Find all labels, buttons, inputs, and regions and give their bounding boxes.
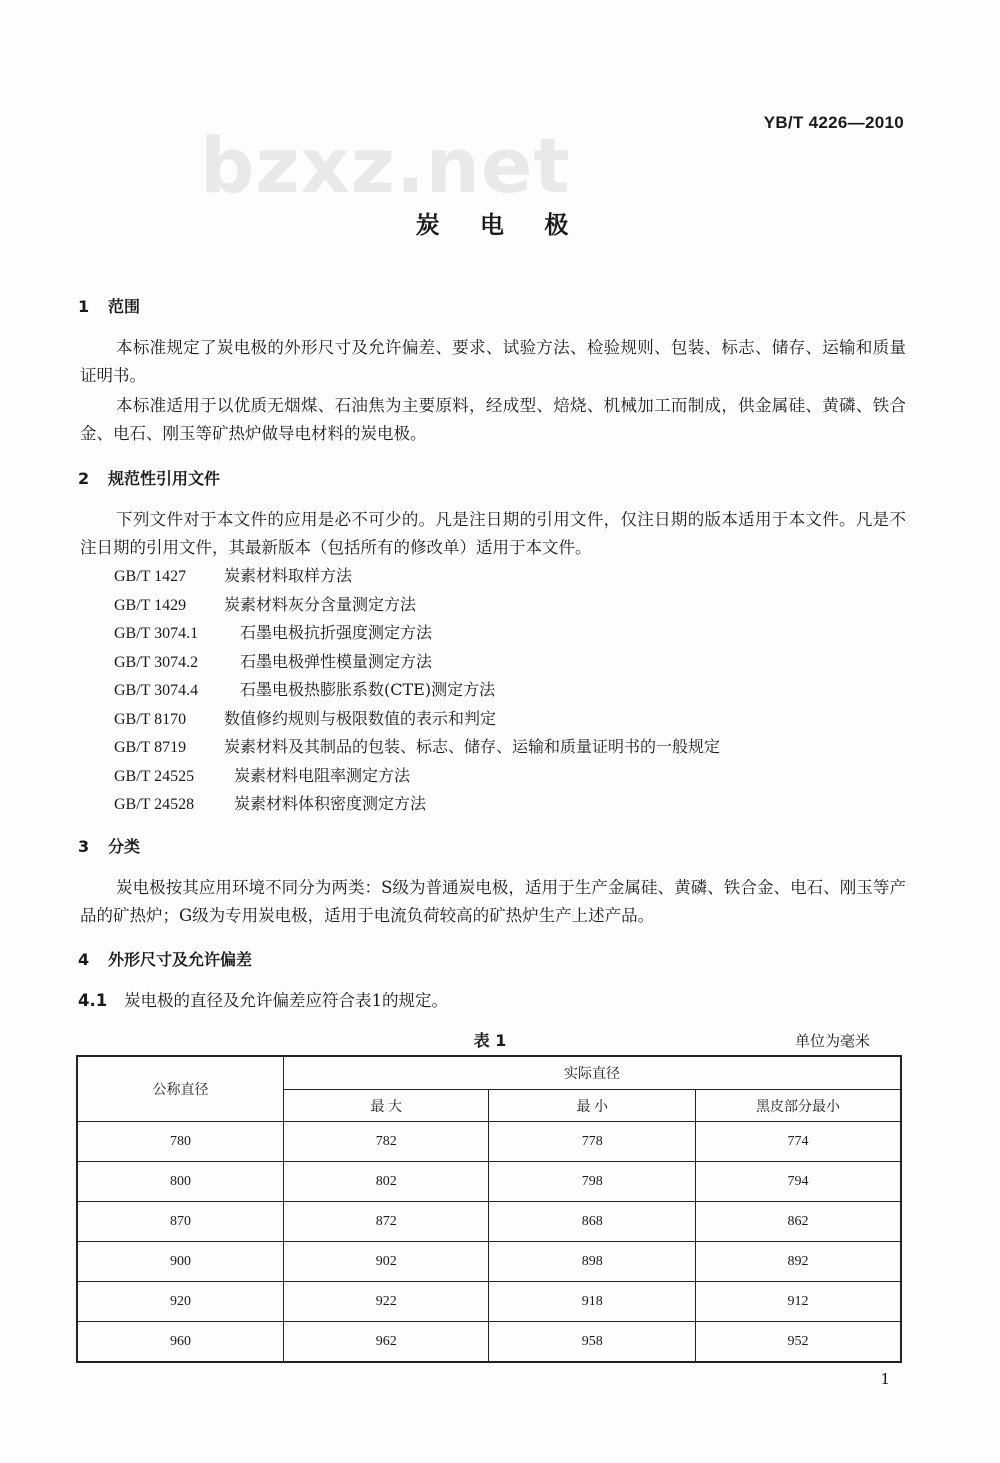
table-cell: 872 xyxy=(283,1202,489,1242)
reference-item xyxy=(114,648,720,677)
reference-item xyxy=(114,591,720,620)
section-title: 规范性引用文件 xyxy=(108,469,221,488)
table-unit: 单位为毫米 xyxy=(794,1032,870,1050)
table-cell: 958 xyxy=(489,1322,695,1363)
table-cell: 902 xyxy=(283,1242,489,1282)
header-actual-diameter: 实际直径 xyxy=(283,1056,901,1090)
table-cell: 922 xyxy=(283,1282,489,1322)
section-number: 4 xyxy=(78,950,90,969)
reference-code: GB/T 3074.4 xyxy=(114,682,199,699)
table-header-row xyxy=(77,1056,901,1090)
table-cell: 892 xyxy=(695,1242,901,1282)
reference-code: GB/T 1427 xyxy=(114,568,187,585)
reference-name: 炭素材料灰分含量测定方法 xyxy=(224,594,417,614)
table-cell: 780 xyxy=(77,1122,283,1162)
section-3-heading xyxy=(78,834,140,857)
section-4-heading xyxy=(78,947,252,970)
section-number: 1 xyxy=(78,297,90,316)
reference-item xyxy=(114,705,720,734)
watermark: bzxz.net xyxy=(200,121,571,210)
table-row xyxy=(77,1322,901,1363)
clause-text: 炭电极的直径及允许偏差应符合表1的规定。 xyxy=(124,991,448,1010)
table-cell: 900 xyxy=(77,1242,283,1282)
reference-item xyxy=(114,619,720,648)
table-cell: 774 xyxy=(695,1122,901,1162)
header-max: 最 大 xyxy=(283,1090,489,1122)
reference-item xyxy=(114,676,720,705)
section-1-heading xyxy=(78,294,140,317)
section-title: 范围 xyxy=(108,297,141,316)
reference-code: GB/T 3074.1 xyxy=(114,625,199,642)
reference-name: 炭素材料电阻率测定方法 xyxy=(234,765,411,785)
clause-number: 4.1 xyxy=(78,991,108,1010)
section-title: 分类 xyxy=(108,837,141,856)
reference-code: GB/T 8719 xyxy=(114,739,187,756)
reference-name: 炭素材料及其制品的包装、标志、储存、运输和质量证明书的一般规定 xyxy=(224,737,721,756)
table-cell: 802 xyxy=(283,1162,489,1202)
table-cell: 782 xyxy=(283,1122,489,1162)
section-1-paragraph-2: 本标准适用于以优质无烟煤、石油焦为主要原料，经成型、焙烧、机械加工而制成，供金属硅、黄磷、铁合金、电石、刚玉等矿热炉做导电材料的炭电极。 xyxy=(80,396,906,443)
table-cell: 870 xyxy=(77,1202,283,1242)
header-black-skin-min: 黑皮部分最小 xyxy=(695,1090,901,1122)
reference-item xyxy=(114,790,720,819)
standard-code: YB/T 4226—2010 xyxy=(763,113,904,132)
section-title: 外形尺寸及允许偏差 xyxy=(108,950,253,969)
normative-references-list xyxy=(114,562,720,819)
table-cell: 800 xyxy=(77,1162,283,1202)
reference-code: GB/T 8170 xyxy=(114,710,187,728)
table-cell: 962 xyxy=(283,1322,489,1363)
reference-item xyxy=(114,562,720,591)
diameter-table xyxy=(76,1055,902,1363)
reference-name: 炭素材料体积密度测定方法 xyxy=(234,794,427,813)
reference-name: 炭素材料取样方法 xyxy=(224,566,353,585)
table-cell: 960 xyxy=(77,1322,283,1363)
reference-code: GB/T 3074.2 xyxy=(114,653,199,671)
table-cell: 920 xyxy=(77,1282,283,1322)
table-cell: 898 xyxy=(489,1242,695,1282)
table-cell: 794 xyxy=(695,1162,901,1202)
table-cell: 918 xyxy=(489,1282,695,1322)
table-row xyxy=(77,1122,901,1162)
section-number: 2 xyxy=(78,469,90,488)
table-caption: 表 1 xyxy=(473,1031,507,1050)
section-2-heading xyxy=(78,466,220,489)
header-nominal-diameter: 公称直径 xyxy=(77,1056,283,1122)
document-title: 炭 电 极 xyxy=(415,211,585,239)
table-cell: 798 xyxy=(489,1162,695,1202)
table-cell: 778 xyxy=(489,1122,695,1162)
reference-name: 石墨电极热膨胀系数(CTE)测定方法 xyxy=(240,680,496,699)
reference-item xyxy=(114,762,720,791)
table-row xyxy=(77,1202,901,1242)
table-cell: 912 xyxy=(695,1282,901,1322)
reference-item xyxy=(114,733,720,762)
reference-name: 石墨电极弹性模量测定方法 xyxy=(240,651,433,671)
reference-code: GB/T 24528 xyxy=(114,796,195,813)
table-row xyxy=(77,1242,901,1282)
table-cell: 868 xyxy=(489,1202,695,1242)
table-row xyxy=(77,1162,901,1202)
reference-code: GB/T 1429 xyxy=(114,596,187,614)
section-2-paragraph-1: 下列文件对于本文件的应用是必不可少的。凡是注日期的引用文件，仅注日期的版本适用于本文件。凡是不注日期的引用文件，其最新版本（包括所有的修改单）适用于本文件。 xyxy=(80,510,906,557)
section-1-paragraph-1: 本标准规定了炭电极的外形尺寸及允许偏差、要求、试验方法、检验规则、包装、标志、储存、运输和质量证明书。 xyxy=(80,338,906,385)
table-row xyxy=(77,1282,901,1322)
table-cell: 862 xyxy=(695,1202,901,1242)
table-cell: 952 xyxy=(695,1322,901,1363)
header-min: 最 小 xyxy=(489,1090,695,1122)
reference-code: GB/T 24525 xyxy=(114,767,195,785)
section-3-paragraph-1: 炭电极按其应用环境不同分为两类：S级为普通炭电极，适用于生产金属硅、黄磷、铁合金、电石、刚玉等产品的矿热炉；G级为专用炭电极，适用于电流负荷较高的矿热炉生产上述产品。 xyxy=(80,878,906,925)
page-number: 1 xyxy=(880,1370,890,1388)
section-number: 3 xyxy=(78,837,90,856)
reference-name: 数值修约规则与极限数值的表示和判定 xyxy=(224,708,497,728)
reference-name: 石墨电极抗折强度测定方法 xyxy=(240,623,433,642)
clause-4-1 xyxy=(78,987,448,1011)
